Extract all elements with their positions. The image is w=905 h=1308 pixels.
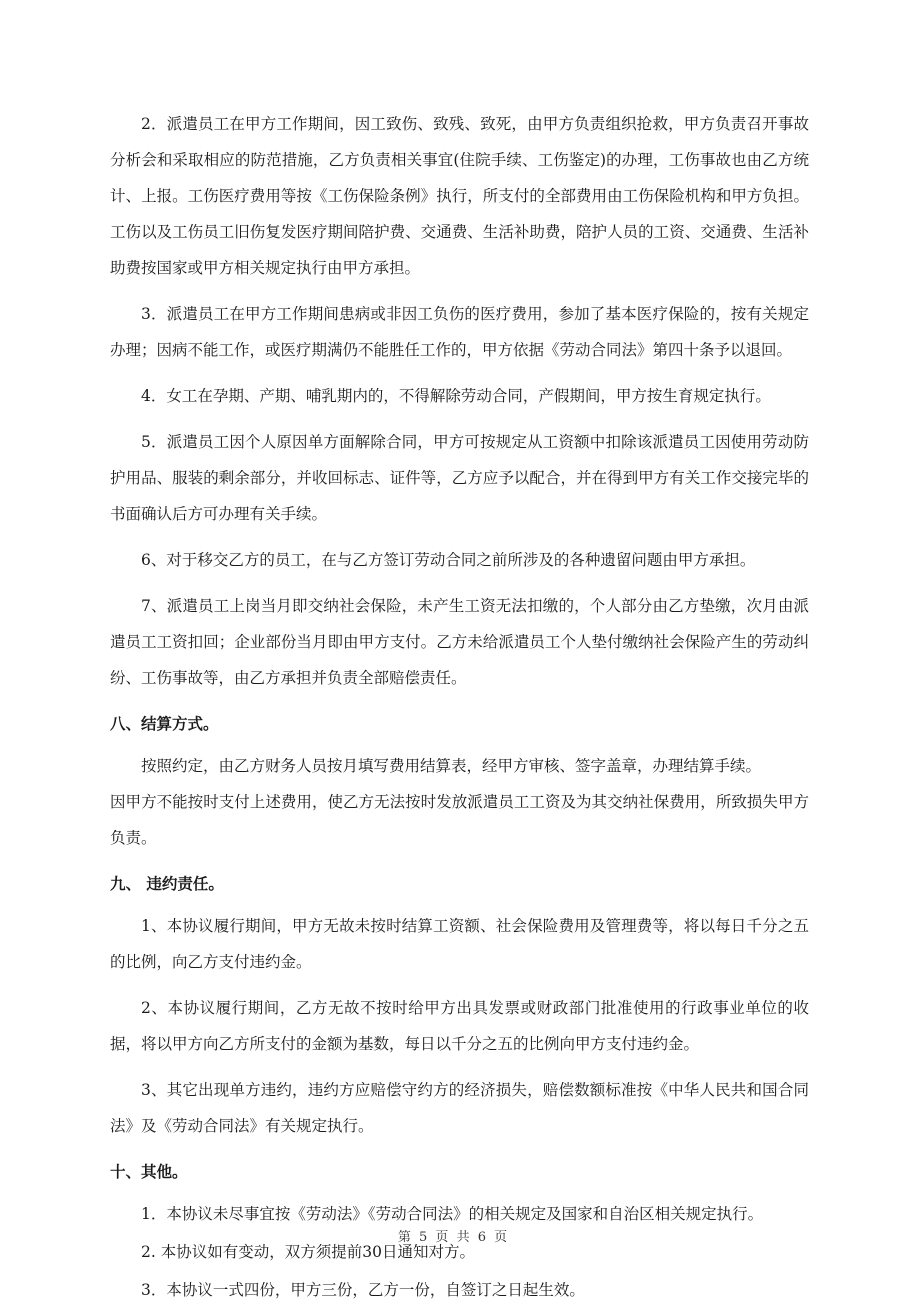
liability-item: 3、其它出现单方违约，违约方应赔偿守约方的经济损失，赔偿数额标准按《中华人民共和国合同法》及《劳动合同法》有关规定执行。 [110,1081,809,1135]
footer-current-page: 5 [418,1230,428,1245]
section-heading-settlement: 八、结算方式。 [110,715,219,733]
paragraph-transferred-staff: 6、对于移交乙方的员工，在与乙方签订劳动合同之前所涉及的各种遗留问题由甲方承担。 [141,551,756,569]
section-heading-other: 十、其他。 [110,1163,188,1181]
other-item: 3．本协议一式四份，甲方三份，乙方一份，自签订之日起生效。 [141,1281,585,1299]
liability-item: 2、本协议履行期间，乙方无故不按时给甲方出具发票或财政部门批准使用的行政事业单位的收据，将以甲方向乙方所支付的金额为基数，每日以千分之五的比例向甲方支付违约金。 [110,999,809,1053]
footer-mid2: 共 [456,1230,470,1245]
section-heading-liability: 九、 违约责任。 [110,875,224,893]
footer-prefix: 第 [397,1230,411,1245]
paragraph-female-workers: 4．女工在孕期、产期、哺乳期内的，不得解除劳动合同，产假期间，甲方按生育规定执行。 [141,387,771,405]
paragraph-illness: 3．派遣员工在甲方工作期间患病或非因工负伤的医疗费用，参加了基本医疗保险的，按有关规定办理；因病不能工作，或医疗期满仍不能胜任工作的，甲方依据《劳动合同法》第四十条予以退回。 [110,305,809,359]
paragraph-settlement-a: 按照约定，由乙方财务人员按月填写费用结算表，经甲方审核、签字盖章，办理结算手续。 [141,757,762,775]
other-item: 2. 本协议如有变动，双方须提前30日通知对方。 [141,1243,475,1261]
paragraph-social-insurance: 7、派遣员工上岗当月即交纳社会保险，未产生工资无法扣缴的，个人部分由乙方垫缴，次月由派遣员工工资扣回；企业部份当月即由甲方支付。乙方未给派遣员工个人垫付缴纳社会保险产生的劳动纠纷、工伤事故等，由乙方承担并负责全部赔偿责任。 [110,597,809,687]
paragraph-resignation: 5．派遣员工因个人原因单方面解除合同，甲方可按规定从工资额中扣除该派遣员工因使用劳动防护用品、服装的剩余部分，并收回标志、证件等，乙方应予以配合，并在得到甲方有关工作交接完毕的书面确认后方可办理有关手续。 [110,433,809,523]
footer-total-pages: 6 [477,1230,486,1245]
page-number-footer [0,1226,905,1245]
other-item: 1．本协议未尽事宜按《劳动法》《劳动合同法》的相关规定及国家和自治区相关规定执行。 [141,1205,764,1223]
paragraph-injury: 2．派遣员工在甲方工作期间，因工致伤、致残、致死，由甲方负责组织抢救，甲方负责召开事故分析会和采取相应的防范措施，乙方负责相关事宜(住院手续、工伤鉴定)的办理，工伤事故也由乙方统计、上报。工伤医疗费用等按《工伤保险条例》执行，所支付的全部费用由工伤保险机构和甲方负担。工伤以及工伤员工旧伤复发医疗期间陪护费、交通费、生活补助费，陪护人员的工资、交通费、生活补助费按国家或甲方相关规定执行由甲方承担。 [110,115,809,277]
liability-item: 1、本协议履行期间，甲方无故未按时结算工资额、社会保险费用及管理费等，将以每日千分之五的比例，向乙方支付违约金。 [110,917,809,971]
paragraph-settlement-b: 因甲方不能按时支付上述费用，使乙方无法按时发放派遣员工工资及为其交纳社保费用，所致损失甲方负责。 [110,793,809,847]
footer-suffix: 页 [494,1230,508,1245]
footer-mid1: 页 [435,1230,449,1245]
